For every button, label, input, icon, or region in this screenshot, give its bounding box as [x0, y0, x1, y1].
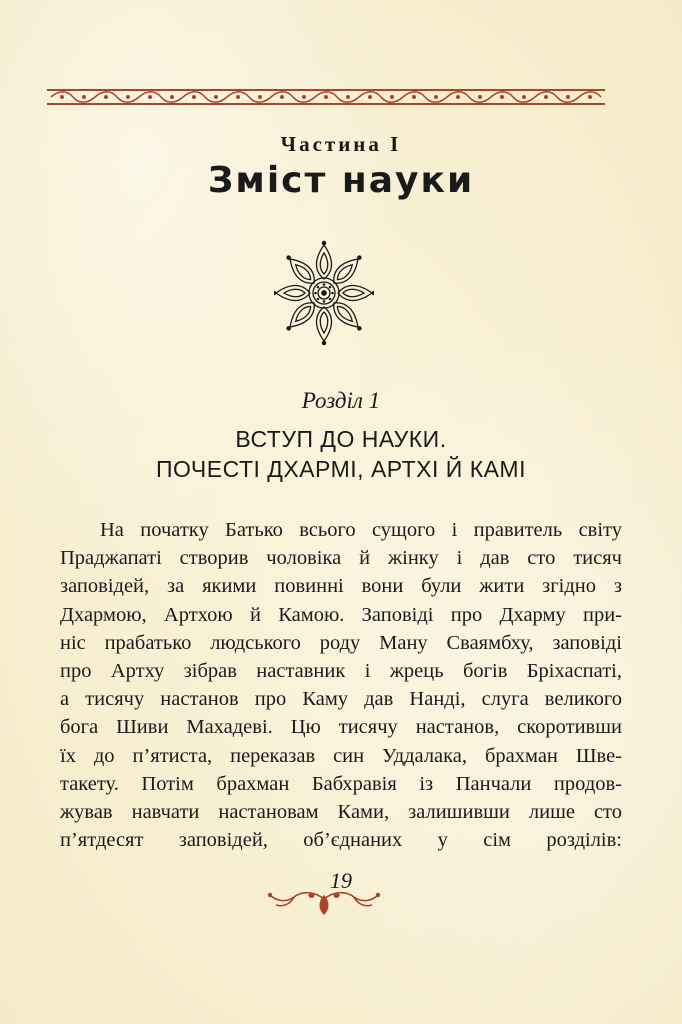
chapter-title-line: ПОЧЕСТІ ДХАРМІ, АРТХІ Й КАМІ: [156, 456, 526, 482]
paragraph-line: На початку Батько всього сущого і правитель світу: [100, 519, 622, 541]
chapter-title-line: ВСТУП ДО НАУКИ.: [235, 426, 447, 452]
page-number: 19: [330, 868, 352, 893]
paragraph-line: Праджапаті створив чоловіка й жінку і дав сто тисяч: [60, 547, 622, 570]
chapter-title: [0, 424, 682, 484]
floral-flourish-icon: [264, 885, 384, 919]
paragraph-line: їх до п’ятиста, переказав син Уддалака, брахман Шве-: [60, 744, 622, 767]
part-title: Зміст науки: [207, 160, 475, 201]
paragraph-line: ніс прабатько людського роду Ману Сваямбху, заповіді: [60, 631, 622, 654]
paragraph-line: заповідей, за якими повинні вони були жити згідно з: [60, 575, 622, 598]
part-label: Частина I: [280, 132, 402, 156]
paragraph-line: а тисячу настанов про Каму дав Нанді, слуга великого: [60, 688, 622, 711]
paragraph-line: бога Шиви Махадеві. Цю тисячу настанов, скоротивши: [60, 716, 622, 739]
mandala-ornament-icon: [274, 240, 374, 346]
chapter-label: Розділ 1: [301, 388, 381, 413]
paragraph-line: такету. Потім брахман Бабхравія із Панчали продов-: [60, 772, 622, 795]
paragraph-line: Дхармою, Артхою й Камою. Заповіді про Дхарму при-: [60, 603, 622, 626]
paragraph-line: жував навчати настановам Ками, залишивши лише сто: [60, 801, 622, 824]
paragraph-line: п’ятдесят заповідей, об’єднаних у сім розділів:: [60, 829, 622, 852]
body-paragraph: [60, 516, 622, 854]
decorative-border-top: [47, 86, 605, 108]
paragraph-line: про Артху зібрав наставник і жрець богів Бріхаспаті,: [60, 660, 622, 683]
